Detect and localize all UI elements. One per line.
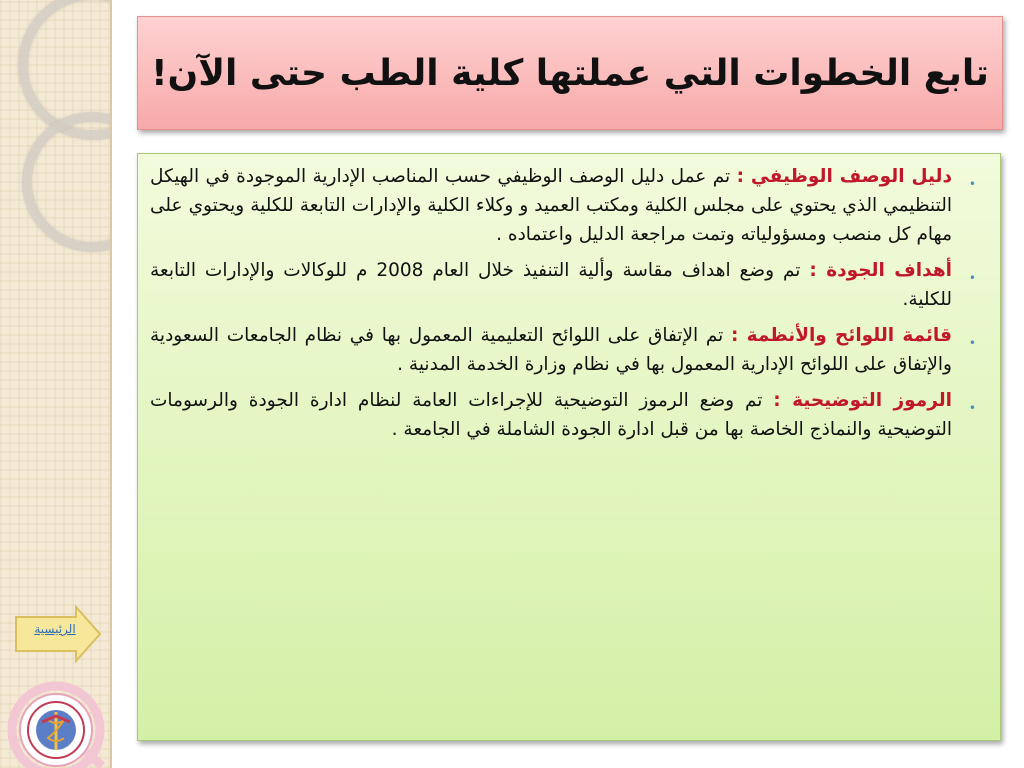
medical-college-logo-icon [2, 672, 110, 768]
bullet-item-job-description [150, 162, 982, 249]
bullet-text: تم عمل دليل الوصف الوظيفي حسب المناصب الإدارية الموجودة في الهيكل التنظيمي الذي يحتوي على مجلس الكلية ومكتب العميد و وكلاء الكلية والإدارات التابعة للكلية ويحتوي على مهام كل منصب ومسؤولياته وتمت مراجعة الدليل واعتماده . [150, 166, 952, 245]
bullet-dot-icon: • [968, 177, 976, 191]
bullet-text: تم الإتفاق على اللوائح التعليمية المعمول بها في نظام الجامعات السعودية والإتفاق على اللوائح الإدارية المعمول بها في نظام وزارة الخدمة المدنية . [150, 325, 952, 375]
slide-title: تابع الخطوات التي عملتها كلية الطب حتى الآن! [151, 52, 989, 94]
bullet-item-regulations-list [150, 321, 982, 379]
bullet-heading: دليل الوصف الوظيفي : [736, 166, 953, 187]
bullet-heading: الرموز التوضيحية : [773, 390, 952, 411]
bullet-heading: أهداف الجودة : [809, 260, 952, 281]
content-panel [137, 153, 1001, 741]
bullet-list [150, 162, 982, 444]
bullet-heading: قائمة اللوائح والأنظمة : [730, 325, 952, 346]
decorative-ring-middle [22, 112, 112, 252]
bullet-dot-icon: • [968, 271, 976, 285]
title-banner [137, 16, 1003, 130]
bullet-text: تم وضع اهداف مقاسة وألية التنفيذ خلال العام 2008 م للوكالات والإدارات التابعة للكلية. [150, 260, 952, 310]
bullet-text: تم وضع الرموز التوضيحية للإجراءات العامة لنظام ادارة الجودة والرسومات التوضيحية والنماذج الخاصة بها من قبل ادارة الجودة الشاملة في الجامعة . [150, 390, 952, 440]
bullet-dot-icon: • [968, 401, 976, 415]
bullet-dot-icon: • [968, 336, 976, 350]
home-link[interactable]: الرئيسية [34, 622, 76, 636]
side-panel-border [110, 0, 112, 768]
bullet-item-quality-objectives [150, 256, 982, 314]
bullet-item-illustrative-symbols [150, 386, 982, 444]
